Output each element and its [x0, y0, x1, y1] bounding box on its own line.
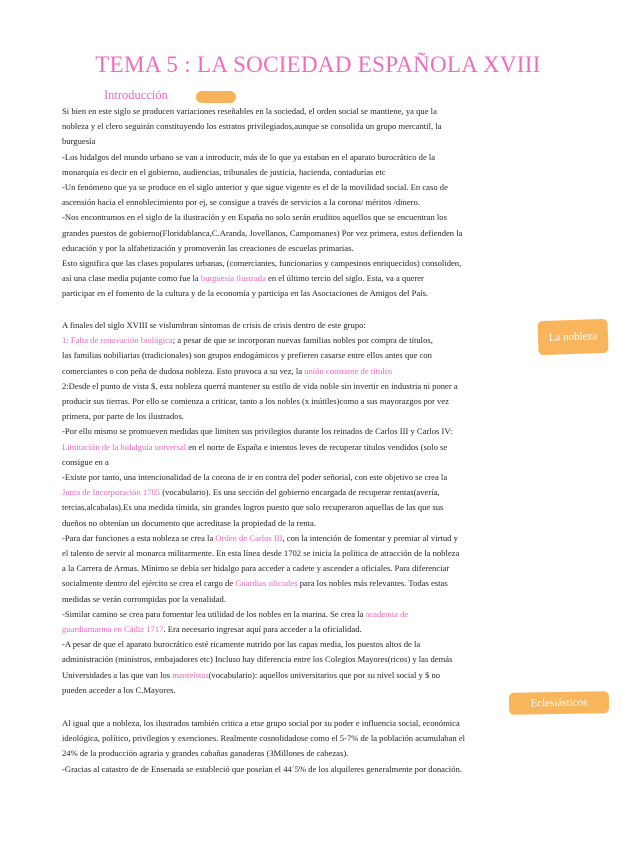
text-line: Al igual que a nobleza, los ilustrados también critica a etse grupo social por su poder e influencia social, económica: [62, 718, 460, 728]
text-line: [62, 333, 574, 348]
intro-heading: Introducción: [104, 88, 168, 102]
text-line: administración (ministros, embajadores etc) Incluso hay diferencia entre los Colegios Mayores(ricos) y las demás: [62, 654, 453, 665]
text-line: -A pesar de que el aparato burocrático esté ricamente nutrido por las capas media, los puestos altos de la: [62, 639, 421, 650]
text-line: -Por ello mismo se promueven medidas que limiten sus privilegios durante los reinados de Carlos III y Carlos IV:: [62, 426, 453, 437]
page-title: TEMA 5 : LA SOCIEDAD ESPAÑOLA XVIII: [95, 52, 541, 77]
text-line: [62, 607, 574, 622]
text-run: . Era necesario ingresar aquí para acceder a la oficialidad.: [163, 624, 362, 635]
text-line: A finales del siglo XVIII se vislumbran síntomas de crisis de crisis dentro de este grupo:: [62, 320, 366, 330]
text-line: ascensión hacia el ennoblecimiento por ej, se consigue a través de servicios a la corona/ méritos /dinero.: [62, 197, 420, 208]
heading-highlight-marker: [196, 91, 236, 103]
highlighted-term: manteístas: [172, 669, 209, 680]
text-run: comerciantes o con peña de dudosa nobleza. Esto provoca a su vez, la: [62, 365, 305, 376]
text-line: a la Carrera de Armas. Mínimo se debía ser hidalgo para acceder a cadete y ascender a oficiales. Para diferenciar: [62, 563, 450, 574]
highlighted-term: guardiamarina en Cádiz 1717: [62, 624, 164, 635]
text-line: participar en el fomento de la cultura y de la economía y participa en las Asociaciones de Amigos del País.: [62, 288, 429, 299]
highlighted-term: unión constante de títulos: [304, 365, 393, 376]
text-run: para los nobles más relevantes. Todas estas: [297, 578, 448, 589]
text-line: burguesía: [62, 136, 96, 147]
text-line: las familias nobiliarias (tradicionales) son grupos endogámicos y prefieren casarse entre ellos antes que con: [62, 350, 432, 361]
text-line: dueños no obtenían un documento que acreditase la propiedad de la renta.: [62, 517, 316, 528]
text-line: 24% de la producción agraria y grandes cabañas ganaderas (3Millones de cabezas).: [62, 748, 349, 759]
highlighted-term: Guardias oficiales: [235, 578, 298, 589]
text-line: el talento de servir al monarca militarmente. En esta línea desde 1702 se inicia la política de atracción de la nobleza: [62, 548, 460, 559]
text-run: , con la intención de fomentar y premiar al virtud y: [282, 532, 458, 543]
highlighted-term: Limitación de la hidalguía universal: [62, 441, 187, 452]
highlighted-term: Junta de Incorporación 1705: [62, 487, 161, 498]
text-run: en el último tercio del siglo. Esta, va a querer: [265, 273, 424, 284]
text-line: [62, 668, 574, 683]
text-run: ; a pesar de que se incorporan nuevas familias nobles por compra de títulos,: [172, 335, 433, 346]
eclesiasticos-section: [62, 716, 574, 777]
text-line: primera, por parte de los ilustrados.: [62, 411, 184, 422]
text-run: en el norte de España e intentos leves de recuperar títulos vendidos (solo se: [186, 441, 448, 452]
text-run: socialmente dentro del ejército se crea el cargo de: [62, 578, 236, 589]
text-line: Esto significa que las clases populares urbanas, (comerciantes, funcionarios y campesinos enriquecidos) consoliden,: [62, 258, 462, 269]
text-line: [62, 271, 574, 286]
text-line: [62, 364, 574, 379]
text-line: [62, 440, 574, 455]
text-line: Si bien en este siglo se producen variaciones reseñables en la sociedad, el orden social se mantiene, ya que la: [62, 106, 437, 116]
highlighted-term: 1: Falta de renovación biológica: [62, 335, 173, 346]
text-line: -Los hidalgos del mundo urbano se van a introducir, más de lo que ya estaban en el aparato burocrático de la: [62, 151, 436, 162]
highlighted-term: Orden de Carlos III: [215, 532, 283, 543]
text-run: Universidades a las que van los: [62, 669, 173, 680]
text-line: ideológica, político, privilegios y exenciones. Realmente cosnolidadose como el 5-7% de la población acumulaban el: [62, 733, 466, 744]
text-line: 2:Desde el punto de vista $, esta nobleza querrá mantener su estilo de vida noble sin invertir en industria ni poner a: [62, 380, 458, 391]
text-line: monarquía es decir en el gobierno, audiencias, tribunales de justicia, hacienda, contadurías etc: [62, 166, 386, 177]
nobleza-sticker: La nobleza: [537, 319, 608, 355]
highlighted-term: burguesía ilustrada: [200, 273, 266, 284]
text-line: educación y por la alfabetización y promoverán las creaciones de escuelas primarias.: [62, 242, 354, 253]
text-line: -Un fenómeno que ya se produce en el siglo anterior y que sigue vigente es el de la movilidad social. En caso de: [62, 182, 448, 193]
text-line: tercias,alcabalas).Es una medida tímida, sin grandes logros puesto que solo recuperaron aquellas de las que sus: [62, 502, 444, 513]
text-line: consigue en a: [62, 456, 109, 467]
eclesiasticos-sticker: Eclesiásticos: [509, 691, 609, 715]
text-line: [62, 576, 574, 591]
text-run: (vocabulario). Es una sección del gobierno encargada de recuperar rentas(avería,: [160, 487, 440, 498]
text-line: -Nos encontramos en el siglo de la ilustración y en España no solo serán eruditos aquellos que se encuentran los: [62, 212, 447, 223]
text-line: producir sus tierras. Por ello se comienza a criticar, tanto a los nobles (x inútiles)como a sus mayorazgos por vez: [62, 396, 449, 407]
text-line: -Gracias al catastro de de Ensenada se estableció que poseían el 44´5% de los alquileres generalmente por donación.: [62, 763, 462, 774]
text-run: así una clase media pujante como fue la: [62, 273, 201, 284]
intro-section: [62, 104, 574, 302]
text-line: [62, 622, 574, 637]
text-run: -Similar camino se crea para fomentar lea utilidad de los nobles en la marina. Se crea la: [62, 608, 366, 619]
text-line: [62, 531, 574, 546]
text-line: pueden acceder a los C.Mayores.: [62, 684, 176, 695]
text-line: [62, 485, 574, 500]
text-line: nobleza y el clero seguirán constituyendo los estratos privilegiados,aunque se consolida un grupo mercantil, la: [62, 121, 442, 132]
text-line: grandes puestos de gobierno(Floridablanca,C.Aranda, Jovellanos, Campomanes) Por vez primera, estos defienden la: [62, 227, 463, 238]
text-line: -Existe por tanto, una intencionalidad de la corona de ir en contra del poder señorial, con este objetivo se crea la: [62, 472, 448, 483]
text-run: (vocabulario): aquellos universitarios que por su nivel social y $ no: [208, 669, 441, 680]
nobleza-section: [62, 318, 574, 698]
text-line: medidas se verán corrompidas por la venalidad.: [62, 593, 226, 604]
text-run: -Para dar funciones a esta nobleza se crea la: [62, 532, 216, 543]
highlighted-term: academia de: [365, 608, 409, 619]
